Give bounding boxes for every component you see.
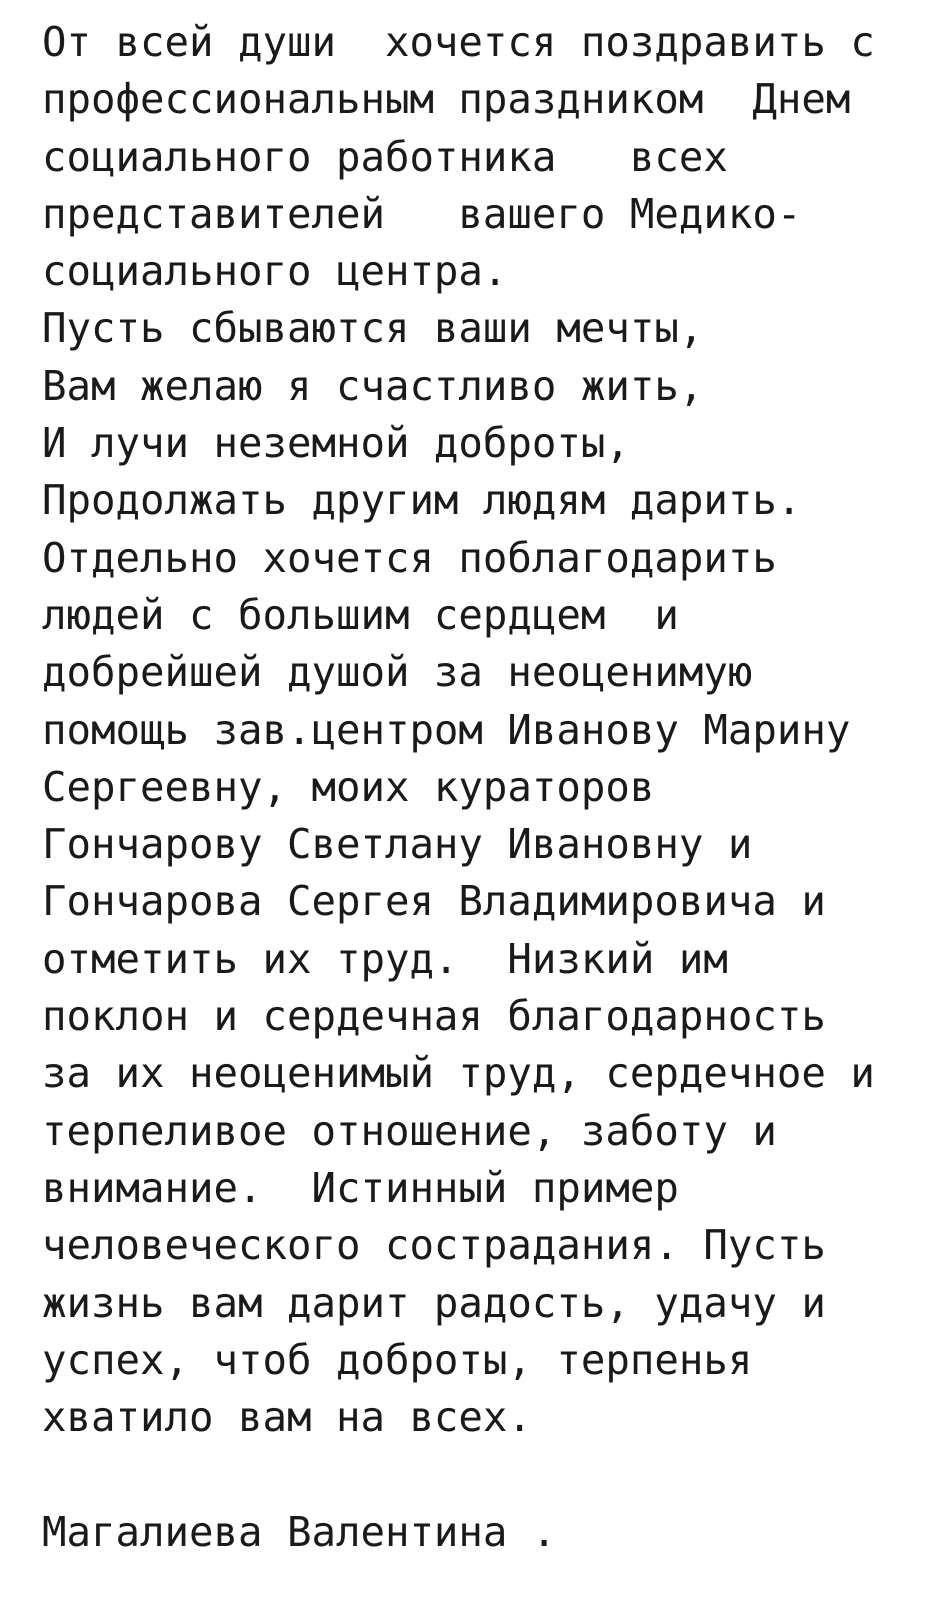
- signature: Магалиева Валентина .: [42, 1507, 557, 1556]
- message-line: жизнь вам дарит радость, удачу и: [42, 1278, 826, 1327]
- message-line: Отдельно хочется поблагодарить: [42, 533, 777, 582]
- message-line: добрейшей душой за неоценимую: [42, 648, 753, 697]
- message-line: за их неоценимый труд, сердечное и: [42, 1049, 875, 1098]
- message-line: помощь зав.центром Иванову Марину: [42, 705, 851, 754]
- message-line: терпеливое отношение, заботу и: [42, 1106, 777, 1155]
- message-line: социального работника всех: [42, 132, 728, 181]
- message-line: успех, чтоб доброты, терпенья: [42, 1335, 753, 1384]
- message-line: социального центра.: [42, 247, 508, 296]
- message-line: хватило вам на всех.: [42, 1393, 532, 1442]
- message-line: От всей души хочется поздравить с: [42, 18, 875, 66]
- message-line: людей с большим сердцем и: [42, 590, 679, 639]
- message-line: Гончарова Сергея Владимировича и: [42, 877, 826, 926]
- message-line: внимание. Истинный пример: [42, 1163, 679, 1212]
- message-document: [42, 14, 932, 1561]
- message-line: представителей вашего Медико-: [42, 189, 802, 238]
- message-line: Вам желаю я счастливо жить,: [42, 361, 704, 410]
- message-line: Пусть сбываются ваши мечты,: [42, 304, 704, 353]
- message-line: Продолжать другим людям дарить.: [42, 476, 802, 525]
- message-line: поклон и сердечная благодарность: [42, 992, 826, 1041]
- message-line: Гончарову Светлану Ивановну и: [42, 820, 753, 869]
- message-line: отметить их труд. Низкий им: [42, 934, 728, 983]
- message-line: профессиональным праздником Днем: [42, 75, 851, 124]
- blank-line: [42, 1446, 932, 1503]
- message-line: Сергеевну, моих кураторов: [42, 762, 655, 811]
- message-line: человеческого сострадания. Пусть: [42, 1221, 826, 1270]
- message-line: И лучи неземной доброты,: [42, 419, 630, 468]
